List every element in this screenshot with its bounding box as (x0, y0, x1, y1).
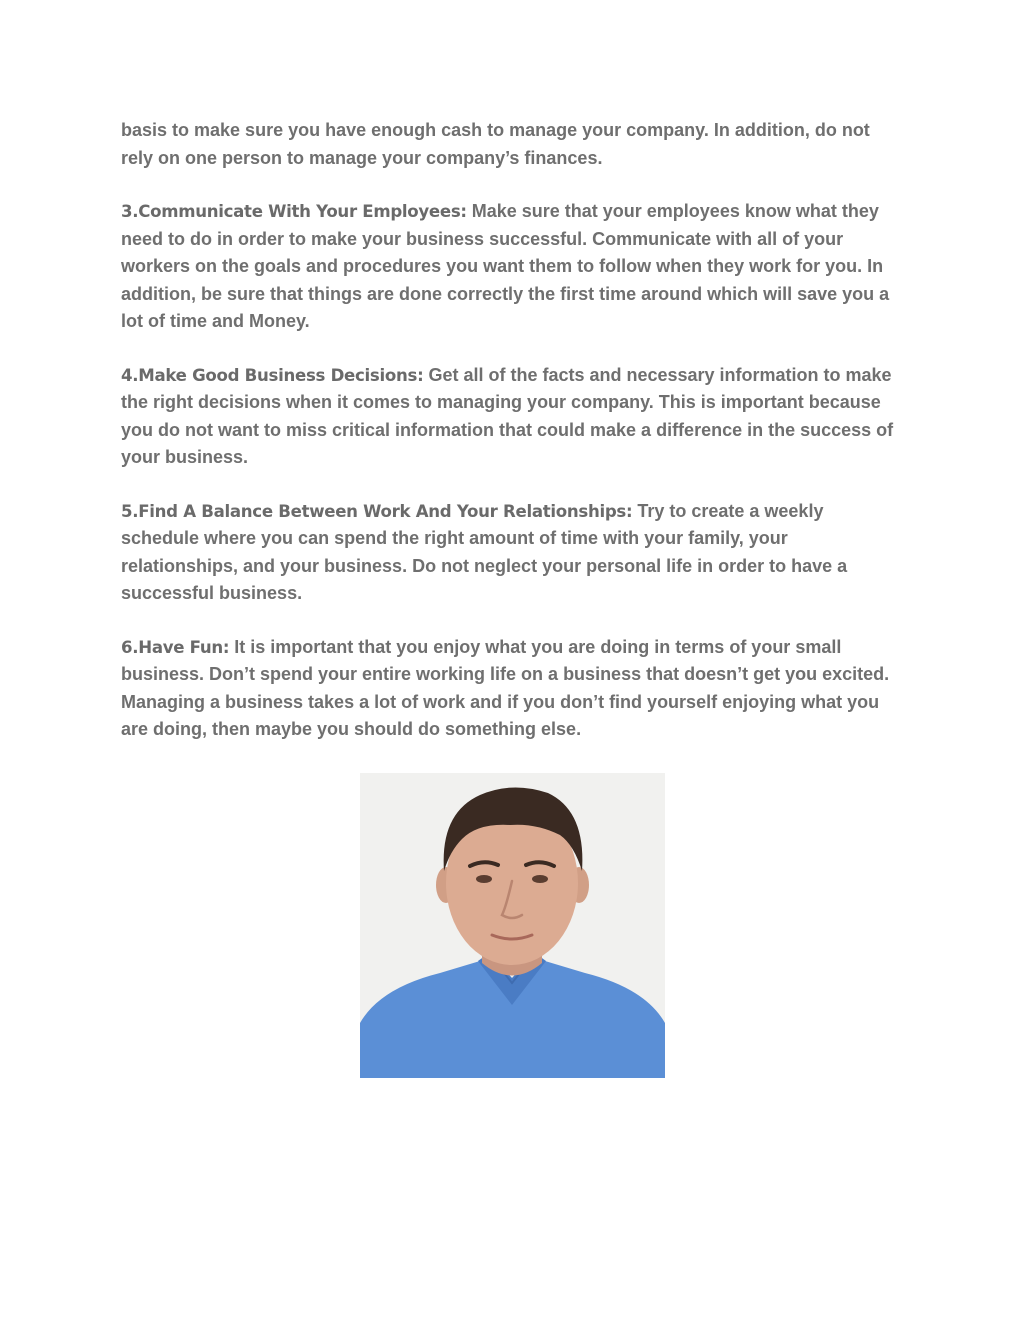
document-body (121, 117, 906, 770)
paragraph-heading: 5.Find A Balance Between Work And Your Relationships: (121, 501, 633, 521)
paragraph-text: It is important that you enjoy what you are doing in terms of your small business. Don’t spend your entire working life on a business that doesn’t get you excited. Managing a business takes a lot of work and if you don’t find yourself enjoying what you are doing, then maybe you should do something else. (121, 636, 890, 739)
paragraph-finances (121, 117, 906, 172)
portrait-icon (360, 773, 665, 1078)
paragraph-balance (121, 498, 906, 608)
paragraph-text: Try to create a weekly schedule where you can spend the right amount of time with your family, your relationships, and your business. Do not neglect your personal life in order to have a successful business. (121, 500, 848, 603)
paragraph-communicate (121, 198, 906, 336)
paragraph-heading: 6.Have Fun: (121, 637, 230, 657)
paragraph-heading: 3.Communicate With Your Employees: (121, 202, 467, 221)
paragraph-decisions (121, 362, 906, 472)
paragraph-text: Get all of the facts and necessary information to make the right decisions when it comes to managing your company. This is important because you do not want to miss critical information that could make a difference in the success of your business. (121, 364, 894, 467)
portrait-photo (360, 773, 665, 1078)
paragraph-text: basis to make sure you have enough cash to manage your company. In addition, do not rely on one person to manage your company’s finances. (121, 120, 870, 168)
paragraph-have-fun (121, 634, 906, 744)
paragraph-heading: 4.Make Good Business Decisions: (121, 365, 424, 385)
paragraph-text: Make sure that your employees know what they need to do in order to make your business successful. Communicate with all of your workers on the goals and procedures you want them to follow when they work for you. In addition, be sure that things are done correctly the first time around which will save you a lot of time and Money. (121, 201, 890, 331)
